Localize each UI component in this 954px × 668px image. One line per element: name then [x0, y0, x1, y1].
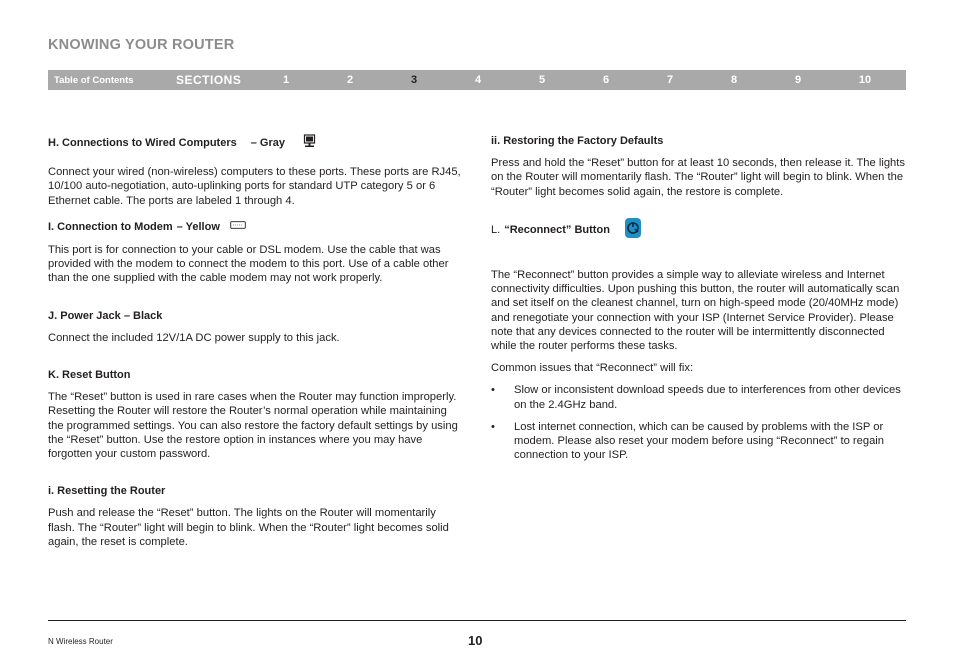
section-link-4[interactable]: 4 — [474, 74, 482, 86]
section-link-10[interactable]: 10 — [858, 74, 872, 86]
section-navigation-bar — [48, 70, 906, 90]
right-column — [491, 134, 905, 462]
section-j-heading: J. Power Jack – Black — [48, 309, 163, 322]
bullet-mark: • — [491, 384, 495, 397]
section-k-heading: K. Reset Button — [48, 369, 131, 382]
section-link-7[interactable]: 7 — [666, 74, 674, 86]
section-link-9[interactable]: 9 — [794, 74, 802, 86]
section-h-body: Connect your wired (non-wireless) computers to these ports. These ports are RJ45, 10/100 auto-negotiation, auto-uplinking ports for standard UTP category 5 or 6 Ethernet cable. The ports are labeled 1 through 4. — [48, 166, 461, 207]
section-i-color: – Yellow — [176, 220, 220, 233]
section-l-title: “Reconnect” Button — [504, 223, 610, 236]
computer-port-icon — [303, 134, 316, 152]
section-l-body: The “Reconnect” button provides a simple way to alleviate wireless and Internet connectivity difficulties. Upon pushing this button, the router will automatically scan and set itself on the cleanest channel, turn on high-speed mode (20/40MHz mode) and renegotiate your connection with your ISP (Internet Service Provider). Please note that any devices connected to the router will be intermittently disconnected while the router performs these tasks. — [491, 269, 900, 353]
footer-divider — [48, 620, 906, 621]
section-link-8[interactable]: 8 — [730, 74, 738, 86]
section-link-3[interactable]: 3 — [410, 74, 418, 86]
section-l-heading — [491, 217, 905, 243]
section-h-heading — [48, 134, 462, 152]
section-i-heading — [48, 220, 462, 234]
section-link-1[interactable]: 1 — [282, 74, 290, 86]
list-item — [491, 383, 905, 411]
common-issues-intro: Common issues that “Reconnect” will fix: — [491, 362, 694, 375]
table-of-contents-link[interactable]: Table of Contents — [54, 75, 134, 86]
sections-label: SECTIONS — [176, 73, 242, 87]
section-h-title: H. Connections to Wired Computers — [48, 137, 237, 149]
list-item-text: Lost internet connection, which can be caused by problems with the ISP or modem. Please also reset your modem before using “Reconnect” to regain connection to your ISP. — [514, 420, 884, 462]
section-h-color: – Gray — [250, 137, 285, 149]
section-i-title: I. Connection to Modem — [48, 220, 173, 233]
section-link-6[interactable]: 6 — [602, 74, 610, 86]
list-item-text: Slow or inconsistent download speeds due to interferences from other devices on the 2.4GHz band. — [514, 384, 901, 411]
reconnect-button-icon — [624, 217, 642, 243]
section-l-prefix: L. — [491, 223, 501, 236]
section-link-5[interactable]: 5 — [538, 74, 546, 86]
section-kii-heading: ii. Restoring the Factory Defaults — [491, 135, 664, 147]
section-kii-body: Press and hold the “Reset” button for at least 10 seconds, then release it. The lights on the Router will momentarily flash. The “Router” light will begin to blink. When the “Router” light becomes solid again, the restore is complete. — [491, 157, 905, 198]
section-ki-body: Push and release the “Reset” button. The lights on the Router will momentarily flash. The “Router” light will begin to blink. When the “Router” light becomes solid again, the reset is complete. — [48, 507, 449, 548]
footer-product-name: N Wireless Router — [48, 637, 113, 646]
section-k-body: The “Reset” button is used in rare cases when the Router may function improperly. Resetting the Router will restore the Router’s normal operation while maintaining the programmed settings. You can also restore the factory default settings by using the “Reset” button. Use the restore option in instances where you may have forgotten your custom password. — [48, 391, 458, 461]
section-ki-heading: i. Resetting the Router — [48, 485, 166, 498]
list-item — [491, 420, 905, 463]
left-column — [48, 134, 462, 549]
section-j-body: Connect the included 12V/1A DC power supply to this jack. — [48, 331, 340, 344]
bullet-mark: • — [491, 420, 495, 433]
page-number: 10 — [468, 633, 483, 648]
section-link-2[interactable]: 2 — [346, 74, 354, 86]
section-i-body: This port is for connection to your cable or DSL modem. Use the cable that was provided with the modem to connect the modem to this port. Use of a cable other than the one supplied with the cable modem may not work properly. — [48, 244, 449, 285]
page-header-title: KNOWING YOUR ROUTER — [48, 37, 235, 53]
modem-port-icon — [230, 220, 246, 234]
